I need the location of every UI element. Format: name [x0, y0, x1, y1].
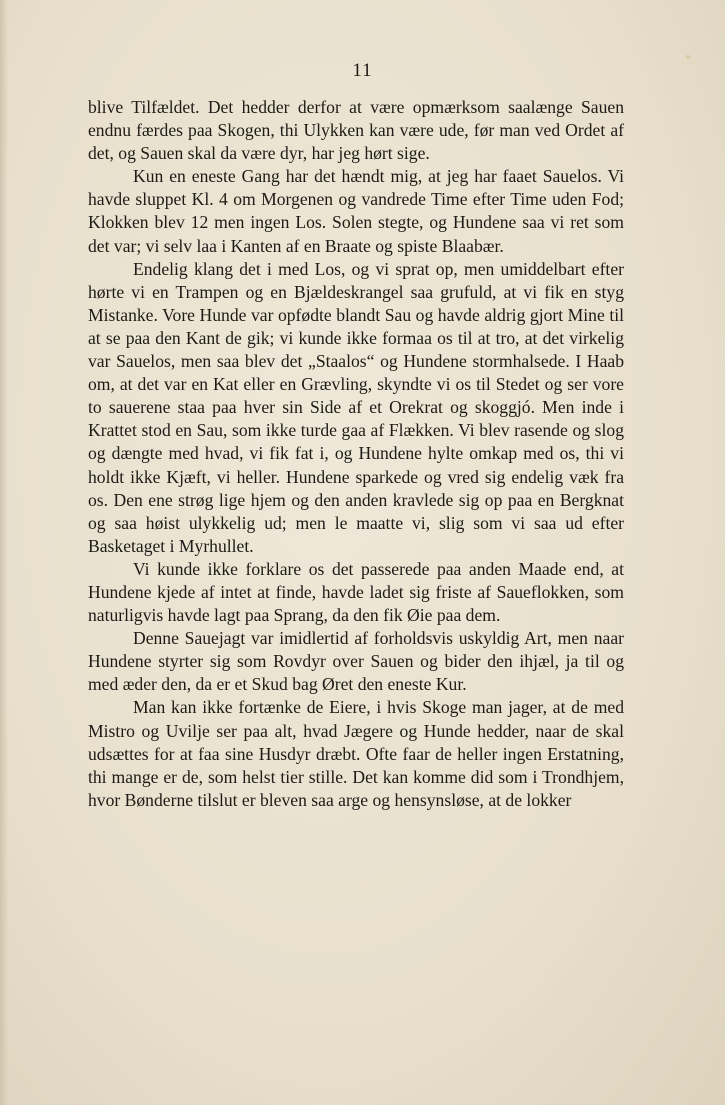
paragraph: Vi kunde ikke forklare os det passerede paa anden Maade end, at Hundene kjede af intet at finde, havde ladet sig friste af Saueflokken, som naturligvis havde lagt paa Sprang, da den fik Øie paa dem. [88, 558, 624, 626]
paragraph: blive Tilfældet. Det hedder derfor at være opmærksom saalænge Sauen endnu færdes paa Skogen, thi Ulykken kan være ude, før man ved Ordet af det, og Sauen skal da være dyr, har jeg hørt sige. [88, 97, 624, 164]
paper-speck [686, 55, 690, 59]
paragraph: Denne Sauejagt var imidlertid af forholdsvis uskyldig Art, men naar Hundene styrter sig som Rovdyr over Sauen og bider den ihjæl, ja til og med æder den, da er et Skud bag Øret den eneste Kur. [88, 628, 624, 695]
page-left-edge [0, 0, 8, 1105]
paragraph: Kun en eneste Gang har det hændt mig, at jeg har faaet Sauelos. Vi havde sluppet Kl. 4 om Morgenen og vandrede Time efter Time uden Fod; Klokken blev 12 men ingen Los. Solen stegte, og Hundene saa vi ret som det var; vi selv laa i Kanten af en Braate og spiste Blaabær. [88, 166, 624, 256]
paragraph: Endelig klang det i med Los, og vi sprat op, men umiddelbart efter hørte vi en Trampen og en Bjældeskrangel saa grufuld, at vi fik en styg Mistanke. Vore Hunde var opfødte blandt Sau og havde aldrig gjort Mine til at se paa den Kant de gik; vi kunde ikke formaa os til at tro, at det virkelig var Sauelos, men saa blev det „Staalos“ og Hundene stormhalsede. I Haab om, at det var en Kat eller en Grævling, skyndte vi os til Stedet og ser vore to sauerene staa paa hver sin Side af et Orekrat og skoggjó. Men inde i Krattet stod en Sau, som ikke turde gaa af Flækken. Vi blev rasende og slog og dængte med hvad, vi fik fat i, og Hundene hylte omkap med os, thi vi holdt ikke Kjæft, vi heller. Hundene sparkede og vred sig endelig væk fra os. Den ene strøg lige hjem og den anden kravlede sig op paa en Bergknat og saa høist ulykkelig ud; men le maatte vi, slig som vi saa ud efter Basketaget i Myrhullet. [88, 258, 624, 556]
page-number: 11 [352, 60, 373, 81]
body-text [88, 96, 624, 812]
paragraph: Man kan ikke fortænke de Eiere, i hvis Skoge man jager, at de med Mistro og Uvilje ser paa alt, hvad Jægere og Hunde hedder, naar de skal udsættes for at faa sine Husdyr dræbt. Ofte faar de heller ingen Erstatning, thi mange er de, som helst tier stille. Det kan komme did som i Trondhjem, hvor Bønderne tilslut er bleven saa arge og hensynsløse, at de lokker [88, 697, 624, 810]
